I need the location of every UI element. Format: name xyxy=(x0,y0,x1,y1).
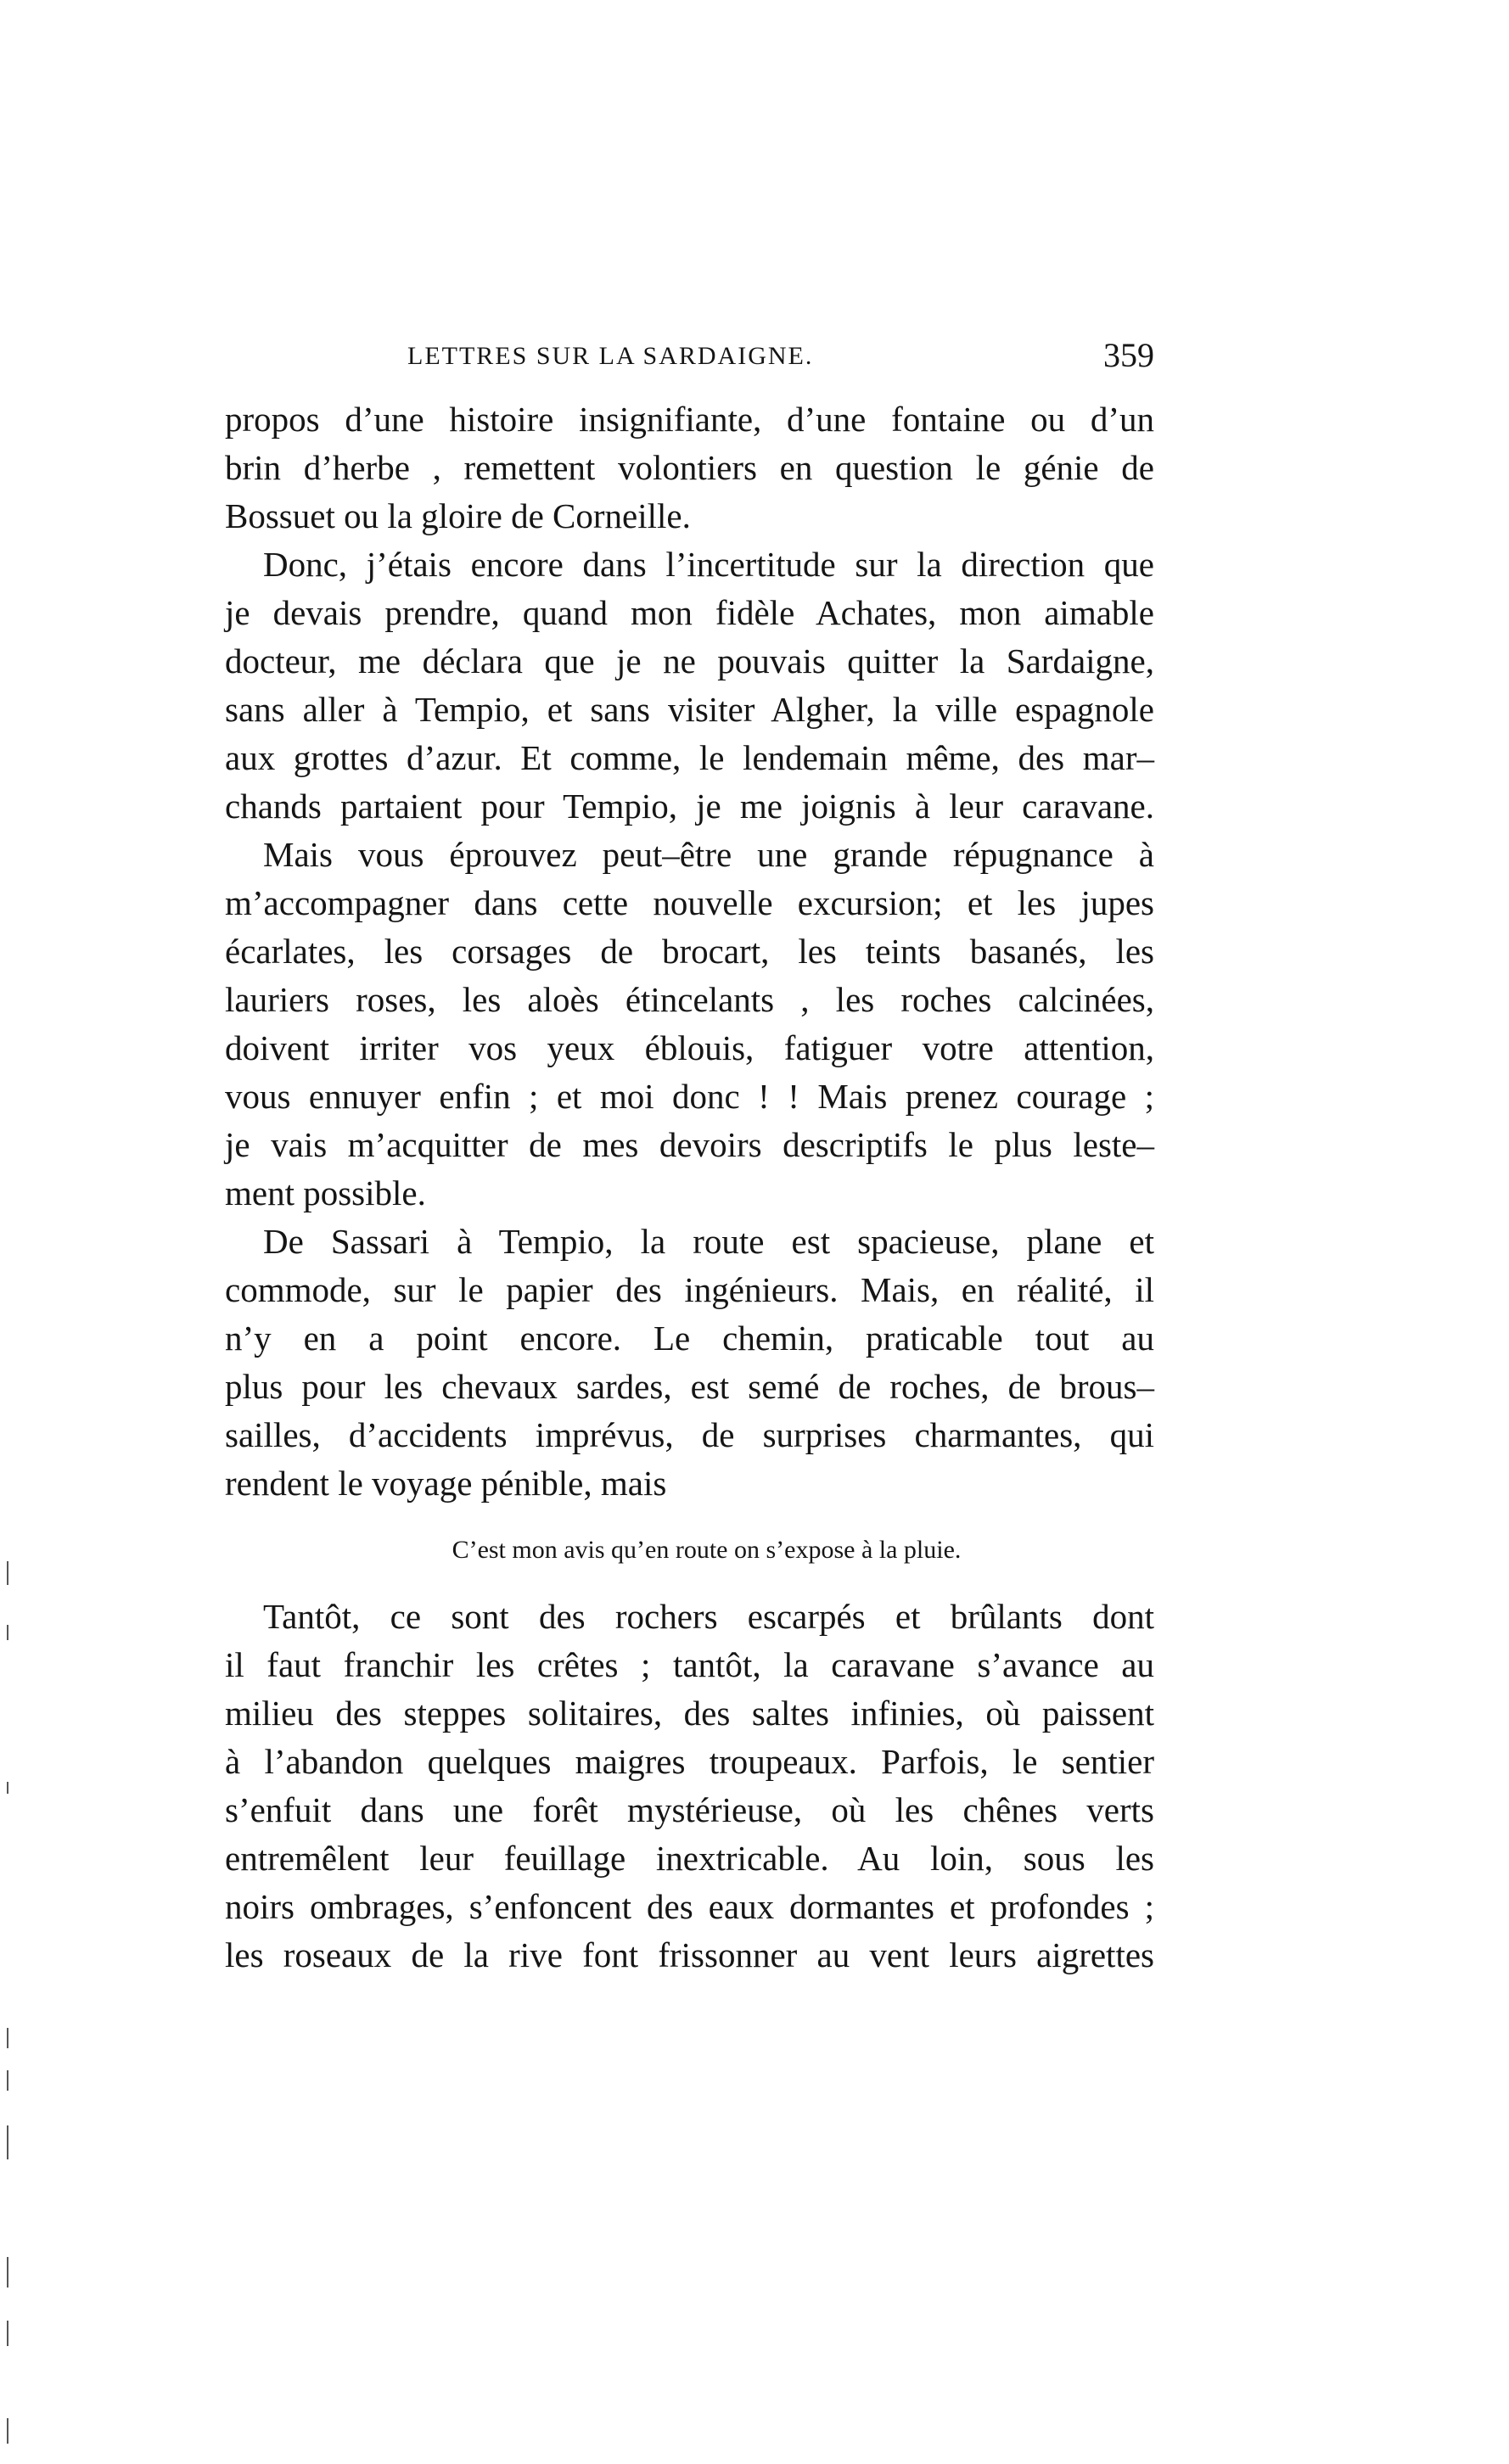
verse-quotation: C’est mon avis qu’en route on s’expose à la pluie. xyxy=(452,1536,962,1564)
text-line: lauriers roses, les aloès étincelants , les roches calcinées, xyxy=(225,980,1154,1019)
text-line: écarlates, les corsages de brocart, les teints basanés, les xyxy=(225,932,1154,971)
text-line: Donc, j’étais encore dans l’incertitude sur la direction que xyxy=(263,545,1154,584)
text-line: Bossuet ou la gloire de Corneille. xyxy=(225,496,691,535)
text-line: doivent irriter vos yeux éblouis, fatiguer votre attention, xyxy=(225,1028,1154,1067)
scan-margin-mark xyxy=(7,1625,8,1640)
text-line: je vais m’acquitter de mes devoirs descriptifs le plus leste– xyxy=(225,1125,1154,1164)
text-line: je devais prendre, quand mon fidèle Achates, mon aimable xyxy=(225,593,1154,632)
text-line: propos d’une histoire insignifiante, d’une fontaine ou d’un xyxy=(225,400,1154,439)
scan-margin-mark xyxy=(7,1561,8,1585)
text-line: entremêlent leur feuillage inextricable. Au loin, sous les xyxy=(225,1839,1154,1878)
text-line: vous ennuyer enfin ; et moi donc ! ! Mais prenez courage ; xyxy=(225,1077,1154,1116)
text-line: il faut franchir les crêtes ; tantôt, la caravane s’avance au xyxy=(225,1645,1154,1684)
text-line: docteur, me déclara que je ne pouvais quitter la Sardaigne, xyxy=(225,641,1154,680)
body-text xyxy=(225,395,1154,1980)
scan-margin-mark xyxy=(7,2257,8,2288)
text-line: sans aller à Tempio, et sans visiter Algher, la ville espagnole xyxy=(225,690,1154,729)
text-line: s’enfuit dans une forêt mystérieuse, où les chênes verts xyxy=(225,1790,1154,1829)
text-line: plus pour les chevaux sardes, est semé de roches, de brous– xyxy=(225,1367,1154,1406)
text-line: commode, sur le papier des ingénieurs. Mais, en réalité, il xyxy=(225,1270,1154,1309)
text-line: brin d’herbe , remettent volontiers en question le génie de xyxy=(225,448,1154,487)
text-line: sailles, d’accidents imprévus, de surprises charmantes, qui xyxy=(225,1415,1154,1454)
scan-margin-mark xyxy=(7,2070,8,2091)
page-number: 359 xyxy=(1103,336,1154,374)
scan-margin-mark xyxy=(7,2418,8,2444)
scan-margin-mark xyxy=(7,2321,8,2346)
scan-margin-mark xyxy=(7,2125,8,2159)
text-line: les roseaux de la rive font frissonner au vent leurs aigrettes xyxy=(225,1935,1154,1974)
running-header xyxy=(407,335,1154,386)
text-line: à l’abandon quelques maigres troupeaux. Parfois, le sentier xyxy=(225,1742,1154,1781)
text-line: aux grottes d’azur. Et comme, le lendemain même, des mar– xyxy=(225,738,1154,777)
text-line: milieu des steppes solitaires, des saltes infinies, où paissent xyxy=(225,1694,1154,1733)
text-line: Mais vous éprouvez peut–être une grande répugnance à xyxy=(263,835,1154,874)
text-line: Tantôt, ce sont des rochers escarpés et brûlants dont xyxy=(263,1597,1154,1636)
text-line: m’accompagner dans cette nouvelle excursion; et les jupes xyxy=(225,883,1154,922)
text-line: De Sassari à Tempio, la route est spacieuse, plane et xyxy=(263,1222,1154,1261)
text-line: noirs ombrages, s’enfoncent des eaux dormantes et profondes ; xyxy=(225,1887,1154,1926)
text-line: n’y en a point encore. Le chemin, praticable tout au xyxy=(225,1319,1154,1358)
text-line: ment possible. xyxy=(225,1173,426,1212)
scan-margin-mark xyxy=(7,1782,8,1794)
text-line: rendent le voyage pénible, mais xyxy=(225,1464,667,1503)
running-title: LETTRES SUR LA SARDAIGNE. xyxy=(407,342,814,370)
text-line: chands partaient pour Tempio, je me joignis à leur caravane. xyxy=(225,787,1154,826)
scan-margin-mark xyxy=(7,2028,8,2048)
